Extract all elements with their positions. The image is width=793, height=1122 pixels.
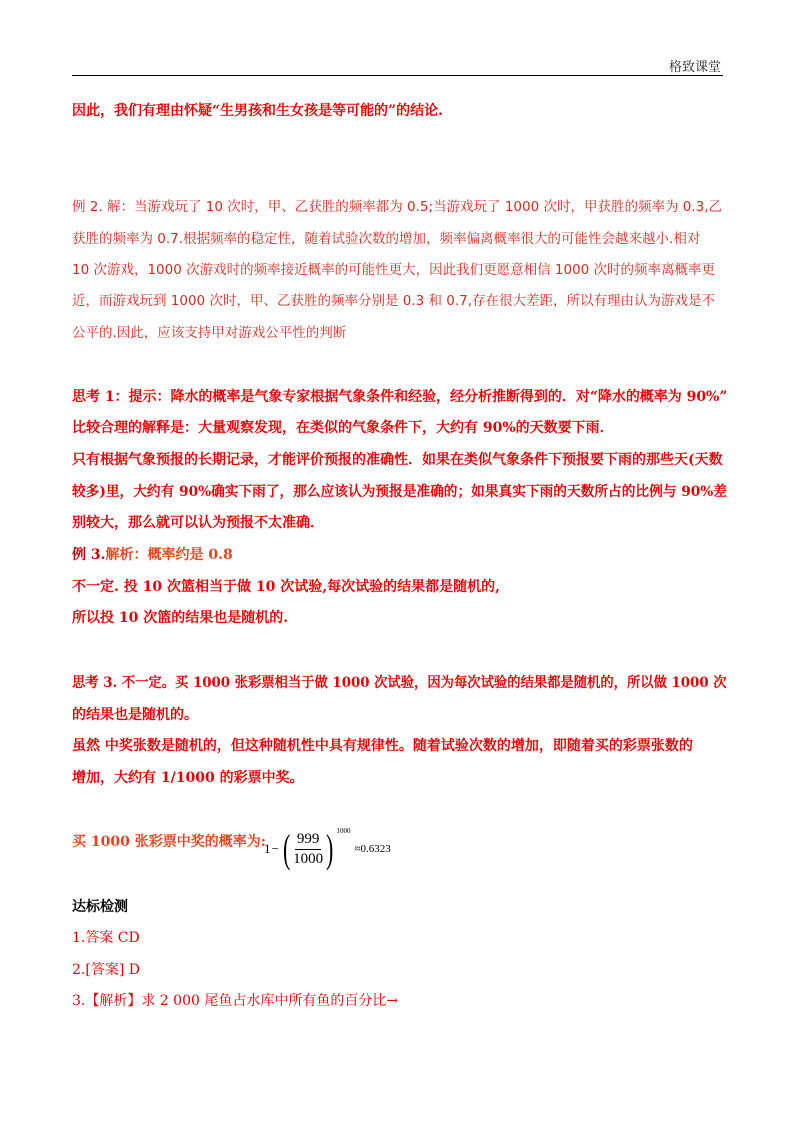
- think3-line: 增加，大约有 1/1000 的彩票中奖。: [72, 770, 304, 786]
- formula-result: ≈0.6323: [354, 843, 391, 855]
- example2-line: 近，而游戏玩到 1000 次时，甲、乙获胜的频率分别是 0.3 和 0.7,存在很大差距，所以有理由认为游戏是不: [72, 293, 716, 309]
- think3-line: 的结果也是随机的。: [72, 707, 198, 723]
- example2-line: 例 2. 解：当游戏玩了 10 次时，甲、乙获胜的频率都为 0.5;当游戏玩了 1000 次时，甲获胜的频率为 0.3,乙: [72, 199, 723, 215]
- example3-answer: 解析：概率约是 0.8: [105, 547, 233, 563]
- think1-line: 只有根据气象预报的长期记录，才能评价预报的准确性．如果在类似气象条件下预报要下雨的那些天(天数: [72, 452, 723, 468]
- check-title: 达标检测: [72, 899, 128, 915]
- probability-label: 买 1000 张彩票中奖的概率为:: [72, 834, 266, 850]
- think1-line: 比较合理的解释是：大量观察发现，在类似的气象条件下，大约有 90%的天数要下雨．: [72, 420, 614, 436]
- example2-line: 10 次游戏，1000 次游戏时的频率接近概率的可能性更大，因此我们更愿意相信 1000 次时的频率离概率更: [72, 262, 716, 278]
- think3-line: 思考 3. 不一定。买 1000 张彩票相当于做 1000 次试验，因为每次试验的结果都是随机的，所以做 1000 次: [72, 675, 727, 691]
- think1-line: 别较大，那么就可以认为预报不太准确．: [72, 515, 324, 531]
- example3-line: 所以投 10 次篮的结果也是随机的.: [72, 610, 289, 626]
- header-title: 格致课堂: [668, 60, 721, 75]
- probability-formula: [264, 824, 391, 874]
- check-answer-1: 1.答案 CD: [72, 930, 140, 946]
- formula-one: 1: [264, 841, 271, 856]
- example2-line: 获胜的频率为 0.7.根据频率的稳定性，随着试验次数的增加，频率偏离概率很大的可能性会越来越小.相对: [72, 231, 701, 247]
- example2-line: 公平的.因此，应该支持甲对游戏公平性的判断: [72, 325, 347, 341]
- left-paren: (: [282, 826, 291, 871]
- example3-label: 例 3.: [72, 547, 106, 563]
- fraction-denominator: 1000: [293, 850, 324, 867]
- think1-line: 较多)里，大约有 90%确实下雨了，那么应该认为预报是准确的；如果真实下雨的天数所占的比例与 90%差: [72, 484, 727, 500]
- check-answer-2: 2.[答案] D: [72, 962, 140, 978]
- fraction-numerator: 999: [295, 830, 322, 850]
- think3-line: 虽然 中奖张数是随机的，但这种随机性中具有规律性。随着试验次数的增加，即随着买的彩票张数的: [72, 738, 693, 754]
- fraction: [293, 830, 323, 869]
- conclusion-text: 因此，我们有理由怀疑“生男孩和生女孩是等可能的”的结论.: [72, 103, 443, 119]
- example3-line: 不一定. 投 10 次篮相当于做 10 次试验,每次试验的结果都是随机的,: [72, 579, 500, 595]
- example3-heading: [72, 545, 233, 565]
- formula-exponent: 1000: [336, 827, 351, 835]
- think1-line: 思考 1：提示：降水的概率是气象专家根据气象条件和经验，经分析推断得到的．对“降水的概率为 90%”: [72, 389, 728, 405]
- header-rule: [72, 75, 723, 76]
- right-paren: ): [326, 826, 334, 871]
- check-answer-3: 3.【解析】求 2 000 尾鱼占水库中所有鱼的百分比→: [72, 993, 399, 1009]
- formula-minus: −: [271, 841, 279, 856]
